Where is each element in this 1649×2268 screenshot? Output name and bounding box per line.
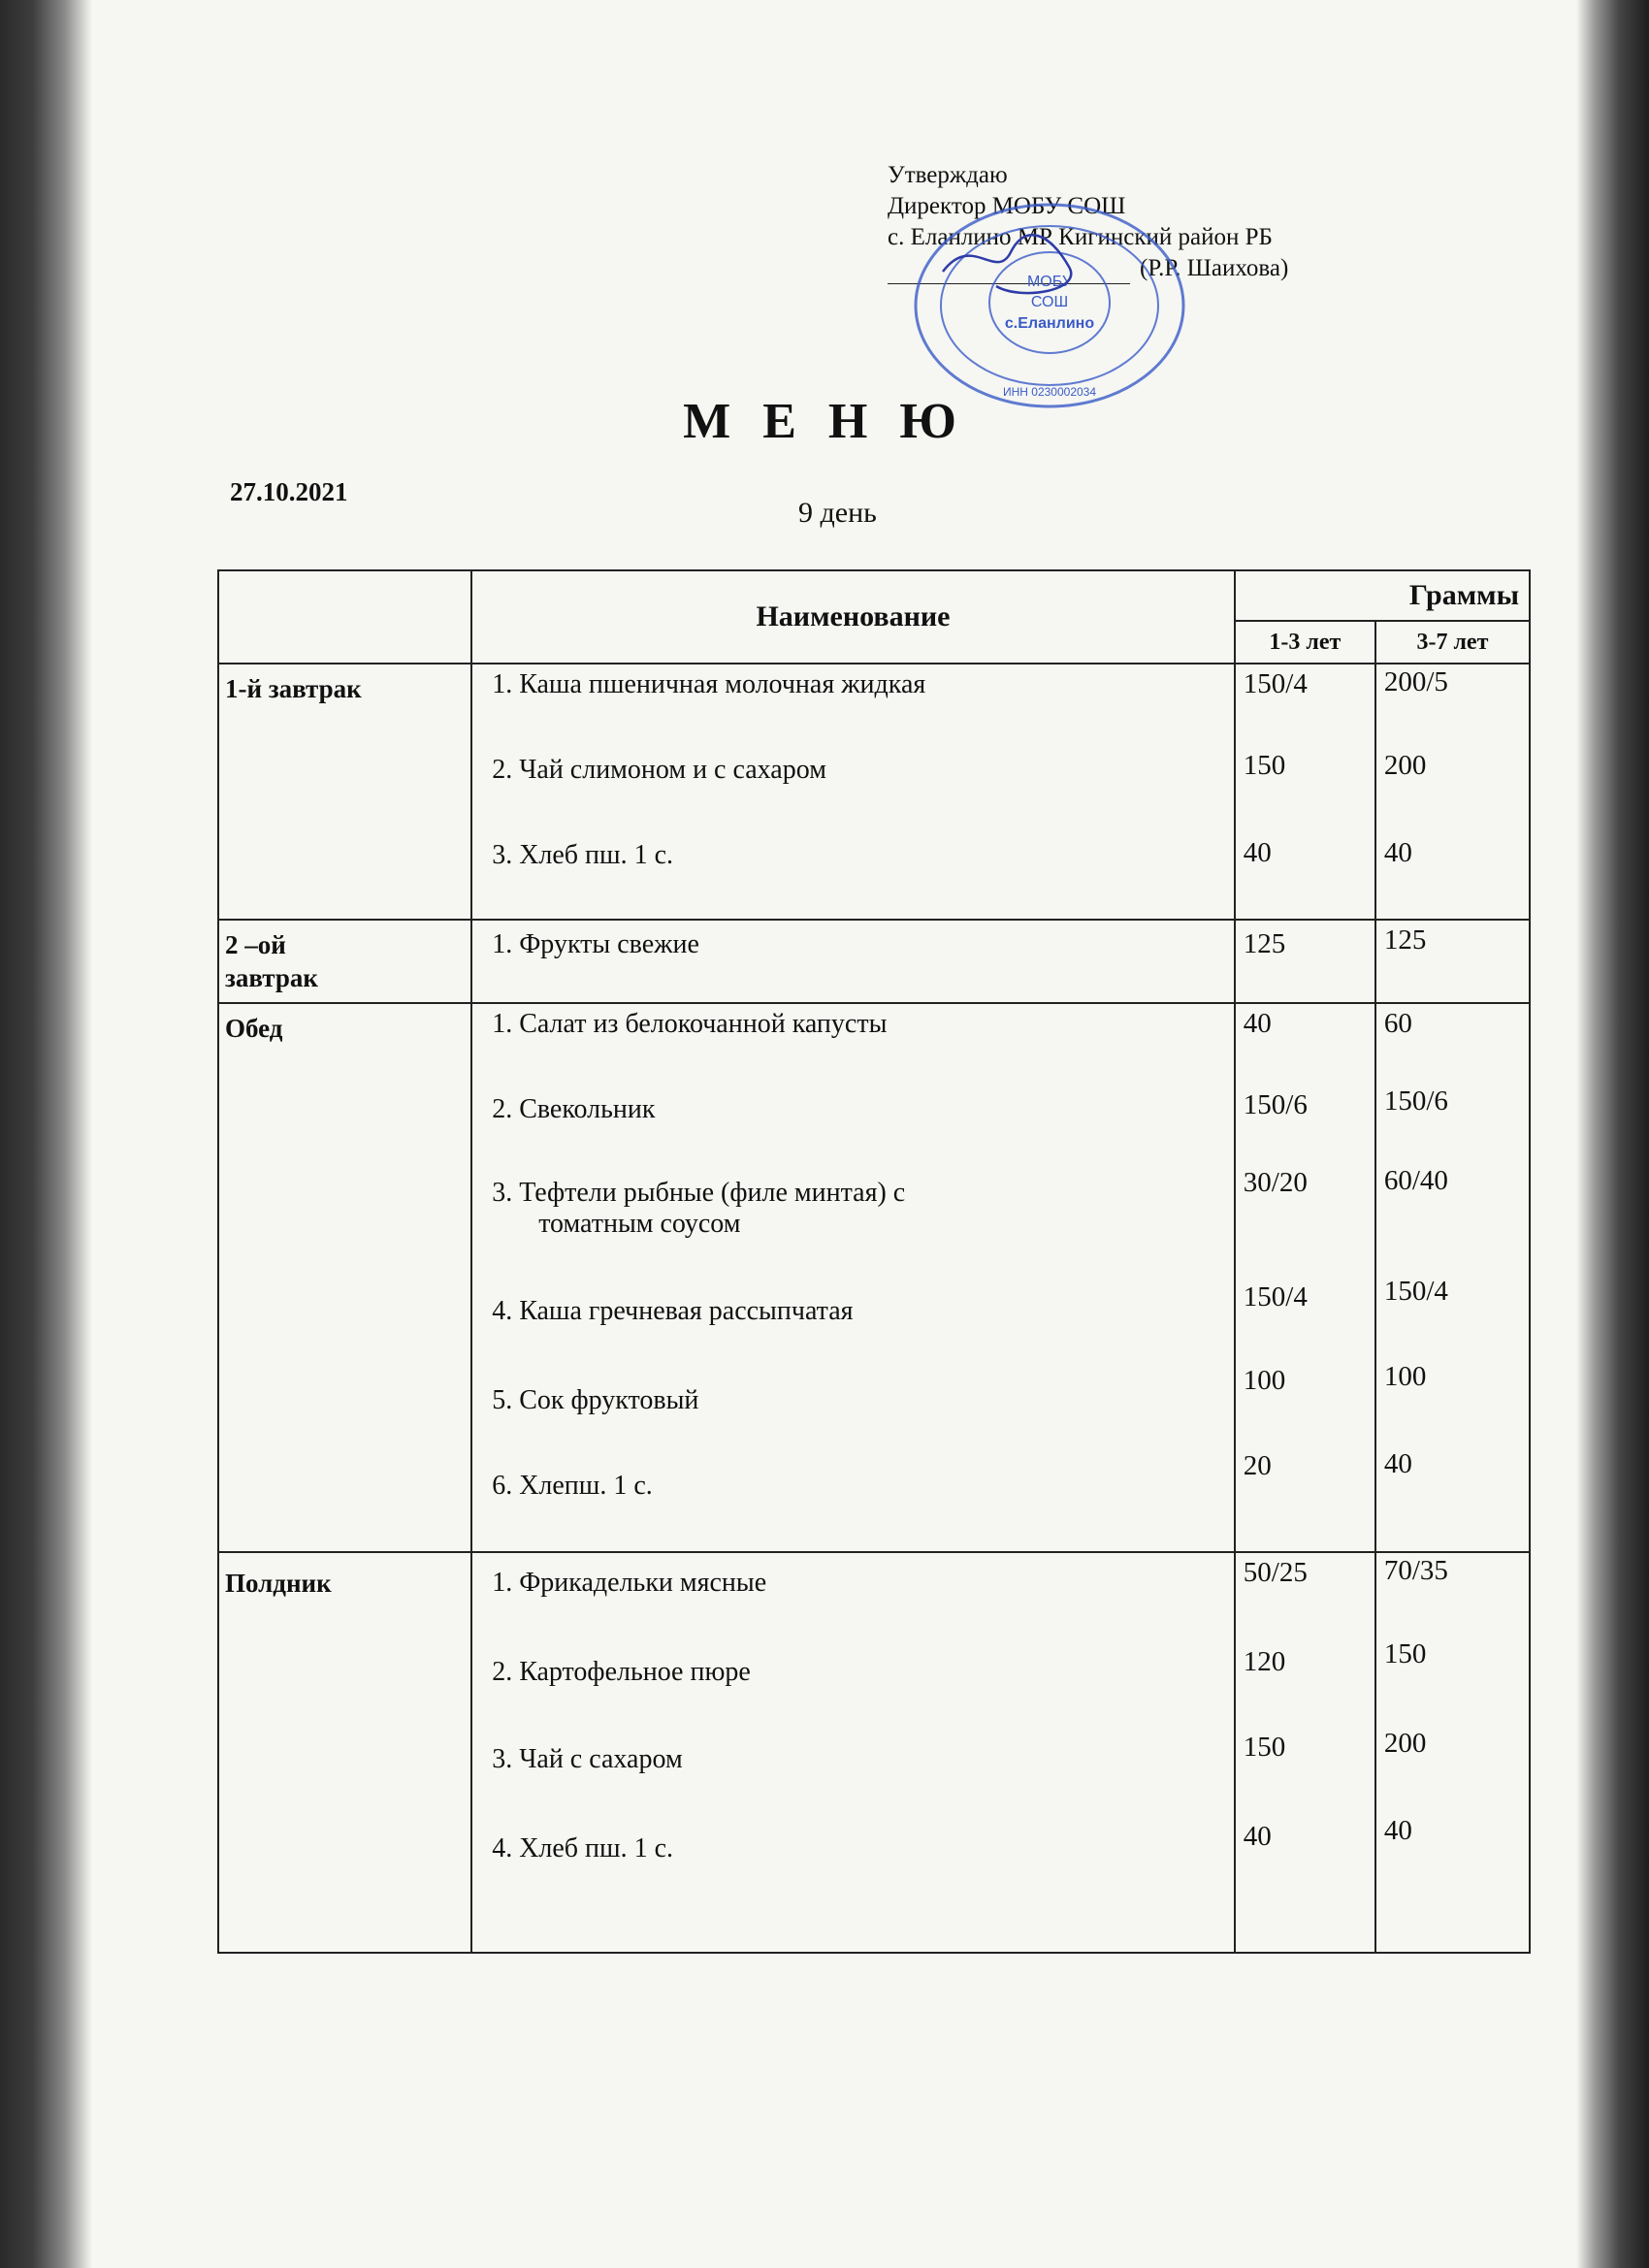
dish-item: 1. Салат из белокочанной капусты — [492, 1009, 888, 1039]
dish-item: 3. Чай с сахаром — [492, 1744, 683, 1774]
table-row-lunch — [218, 1003, 1530, 1552]
menu-day: 9 день — [798, 497, 877, 529]
approval-line-3: с. Еланлино МР Кигинский район РБ — [888, 224, 1273, 250]
dish-item-continuation: томатным соусом — [538, 1209, 741, 1239]
meal-name: Полдник — [218, 1552, 471, 1953]
qty-value: 40 — [1243, 1821, 1272, 1852]
dish-item: 2. Чай слимоном и с сахаром — [492, 755, 826, 785]
meal-name: Обед — [218, 1003, 471, 1552]
qty-value: 100 — [1243, 1365, 1286, 1396]
qty-value: 40 — [1243, 837, 1272, 868]
qty-value: 100 — [1383, 1361, 1427, 1392]
qty-value: 120 — [1243, 1646, 1286, 1677]
dish-item: 3. Хлеб пш. 1 с. — [492, 840, 674, 870]
qty-value: 150/6 — [1383, 1085, 1448, 1117]
qty-1-3 — [1235, 1552, 1375, 1953]
meal-name — [218, 920, 471, 1003]
qty-value: 200/5 — [1383, 666, 1448, 697]
meal-name: 1-й завтрак — [218, 664, 471, 920]
qty-value: 20 — [1243, 1450, 1272, 1481]
table-header-row — [218, 570, 1530, 621]
scan-shadow-left — [0, 0, 92, 2268]
header-name: Наименование — [471, 570, 1235, 664]
qty-1-3 — [1235, 1003, 1375, 1552]
qty-value: 200 — [1383, 1728, 1427, 1759]
header-meal-cell — [218, 570, 471, 664]
qty-3-7 — [1375, 1552, 1530, 1953]
qty-value: 40 — [1383, 1815, 1412, 1846]
table-row-breakfast-1 — [218, 664, 1530, 920]
header-age-3-7: 3-7 лет — [1375, 621, 1530, 664]
stamp-line-2: СОШ — [1030, 294, 1069, 310]
table-row-breakfast-2 — [218, 920, 1530, 1003]
menu-date: 27.10.2021 — [230, 477, 348, 506]
dish-item: 3. Тефтели рыбные (филе минтая) с — [492, 1178, 906, 1208]
stamp-inn: ИНН 0230002034 — [1002, 385, 1097, 399]
menu-table — [217, 569, 1531, 1954]
qty-value: 125 — [1243, 928, 1286, 959]
official-stamp — [904, 194, 1195, 417]
qty-value: 150 — [1243, 1732, 1286, 1763]
qty-value: 60/40 — [1383, 1165, 1448, 1196]
header-age-1-3: 1-3 лет — [1235, 621, 1375, 664]
dish-list — [471, 1552, 1235, 1953]
qty-value: 70/35 — [1383, 1555, 1448, 1586]
dish-item: 6. Хлепш. 1 с. — [492, 1471, 653, 1501]
dish-item: 1. Каша пшеничная молочная жидкая — [492, 669, 926, 699]
qty-value: 150 — [1383, 1638, 1427, 1669]
page-title: М Е Н Ю — [683, 394, 966, 449]
qty-value: 40 — [1243, 1008, 1272, 1039]
signature-name: (Р.Р. Шаихова) — [1140, 255, 1289, 281]
dish-item: 2. Свекольник — [492, 1094, 656, 1124]
scan-shadow-right — [1576, 0, 1649, 2268]
dish-item: 1. Фрикадельки мясные — [492, 1568, 767, 1598]
qty-3-7 — [1375, 920, 1530, 1003]
qty-value: 200 — [1383, 750, 1427, 781]
dish-list — [471, 920, 1235, 1003]
qty-value: 60 — [1383, 1008, 1412, 1039]
qty-value: 150/4 — [1243, 668, 1308, 699]
qty-value: 150 — [1243, 750, 1286, 781]
approval-line-1: Утверждаю — [888, 162, 1008, 188]
qty-value: 30/20 — [1243, 1167, 1308, 1198]
dish-item: 5. Сок фруктовый — [492, 1385, 699, 1415]
header-grams: Граммы — [1235, 570, 1530, 621]
qty-1-3 — [1235, 920, 1375, 1003]
stamp-line-1: МОБУ — [1026, 274, 1073, 290]
dish-item: 4. Каша гречневая рассыпчатая — [492, 1296, 854, 1326]
qty-3-7 — [1375, 664, 1530, 920]
table-row-snack — [218, 1552, 1530, 1953]
qty-value: 125 — [1383, 924, 1427, 956]
qty-value: 150/4 — [1243, 1281, 1308, 1312]
dish-list — [471, 664, 1235, 920]
qty-value: 40 — [1383, 837, 1412, 868]
dish-item: 1. Фрукты свежие — [492, 929, 699, 959]
dish-item: 2. Картофельное пюре — [492, 1657, 751, 1687]
qty-value: 150/6 — [1243, 1089, 1308, 1120]
qty-value: 40 — [1383, 1448, 1412, 1479]
qty-3-7 — [1375, 1003, 1530, 1552]
dish-list — [471, 1003, 1235, 1552]
dish-item: 4. Хлеб пш. 1 с. — [492, 1833, 674, 1863]
meal-name-line-1: 2 –ой — [225, 930, 286, 959]
qty-value: 50/25 — [1243, 1557, 1308, 1588]
stamp-line-3: с.Еланлино — [1004, 315, 1095, 332]
qty-1-3 — [1235, 664, 1375, 920]
approval-line-2: Директор МОБУ СОШ — [888, 193, 1126, 219]
meal-name-line-2: завтрак — [225, 963, 318, 992]
qty-value: 150/4 — [1383, 1276, 1448, 1307]
